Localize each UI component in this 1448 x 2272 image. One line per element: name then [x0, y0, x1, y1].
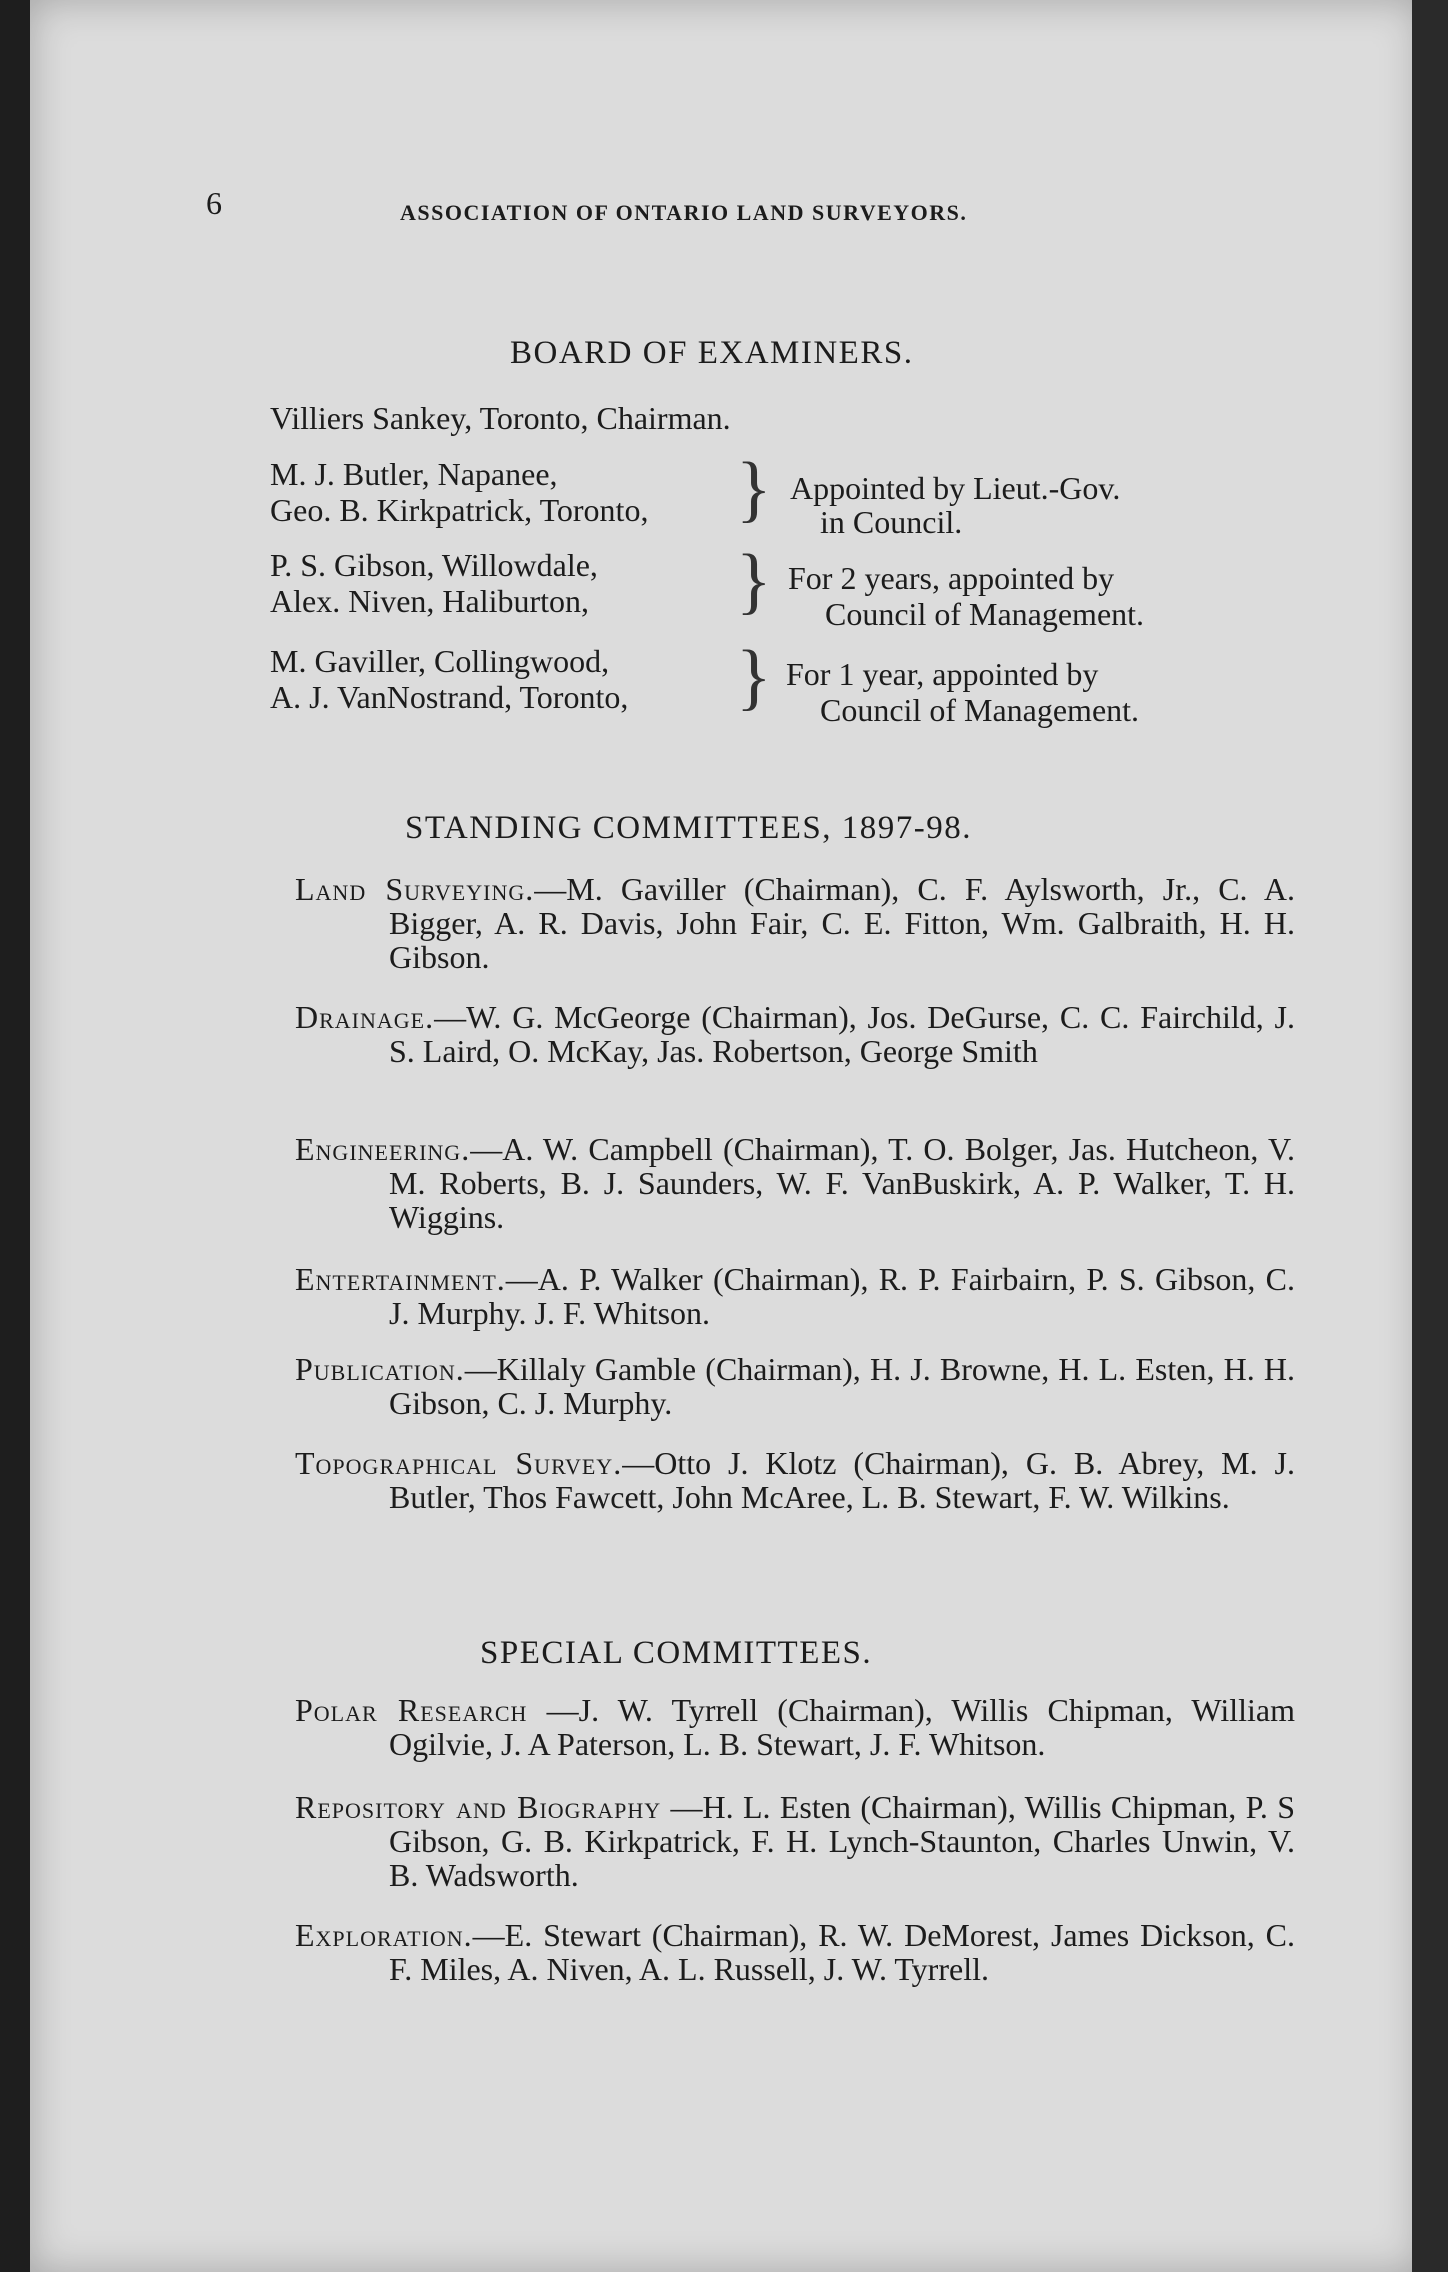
special-entry-repository-and-biography [295, 1790, 1295, 1892]
board-title: BOARD OF EXAMINERS. [510, 335, 914, 371]
entry-text: —E. Stewart (Chairman), R. W. DeMorest, James Dickson, C. F. Miles, A. Niven, A. L. Russell, J. W. Tyrrell. [389, 1917, 1295, 1987]
entry-heading: Engineering. [295, 1131, 471, 1167]
book-spine-shadow [1412, 0, 1448, 2272]
entry-text: —J. W. Tyrrell (Chairman), Willis Chipman, William Ogilvie, J. A Paterson, L. B. Stewart, J. F. Whitson. [389, 1692, 1295, 1762]
brace: } [736, 636, 772, 718]
standing-entry-drainage [295, 1000, 1295, 1068]
board-group-3-member-2: A. J. VanNostrand, Toronto, [270, 679, 629, 715]
board-group-1-member-1: M. J. Butler, Napanee, [270, 456, 558, 492]
board-group-2-member-1: P. S. Gibson, Willowdale, [270, 547, 598, 583]
standing-entry-publication [295, 1352, 1295, 1420]
standing-title: STANDING COMMITTEES, 1897-98. [405, 810, 973, 846]
entry-text: —W. G. McGeorge (Chairman), Jos. DeGurse, C. C. Fairchild, J. S. Laird, O. McKay, Jas. Robertson, George Smith [389, 999, 1295, 1069]
entry-text: —A. P. Walker (Chairman), R. P. Fairbairn, P. S. Gibson, C. J. Murphy. J. F. Whitson. [389, 1261, 1295, 1331]
entry-text: —Otto J. Klotz (Chairman), G. B. Abrey, M. J. Butler, Thos Fawcett, John McAree, L. B. Stewart, F. W. Wilkins. [389, 1445, 1295, 1515]
standing-entry-engineering [295, 1132, 1295, 1234]
entry-heading: Polar Research [295, 1692, 528, 1728]
standing-entry-topographical-survey [295, 1446, 1295, 1514]
brace: } [736, 540, 772, 622]
board-chairman: Villiers Sankey, Toronto, Chairman. [270, 400, 731, 436]
board-group-3-note-1: For 1 year, appointed by [786, 656, 1099, 692]
entry-text: —H. L. Esten (Chairman), Willis Chipman, P. S Gibson, G. B. Kirkpatrick, F. H. Lynch-Staunton, Charles Unwin, V. B. Wadsworth. [389, 1789, 1295, 1893]
entry-heading: Repository and Biography [295, 1789, 662, 1825]
entry-text: —Killaly Gamble (Chairman), H. J. Browne, H. L. Esten, H. H. Gibson, C. J. Murphy. [389, 1351, 1295, 1421]
book-page [30, 0, 1420, 2272]
entry-heading: Topographical Survey. [295, 1445, 623, 1481]
special-entry-polar-research [295, 1693, 1295, 1761]
running-head: ASSOCIATION OF ONTARIO LAND SURVEYORS. [400, 200, 968, 225]
standing-entry-land-surveying [295, 872, 1295, 974]
special-title: SPECIAL COMMITTEES. [480, 1635, 873, 1671]
entry-heading: Land Surveying. [295, 871, 535, 907]
board-group-1-member-2: Geo. B. Kirkpatrick, Toronto, [270, 492, 649, 528]
brace: } [736, 448, 772, 530]
entry-heading: Entertainment. [295, 1261, 506, 1297]
board-group-2-note-1: For 2 years, appointed by [788, 560, 1115, 596]
board-group-1-note-1: Appointed by Lieut.-Gov. [790, 470, 1121, 506]
board-group-3-member-1: M. Gaviller, Collingwood, [270, 643, 610, 679]
page-number: 6 [206, 185, 222, 221]
entry-text: —M. Gaviller (Chairman), C. F. Aylsworth, Jr., C. A. Bigger, A. R. Davis, John Fair, C. E. Fitton, Wm. Galbraith, H. H. Gibson. [389, 871, 1296, 975]
board-group-2-member-2: Alex. Niven, Haliburton, [270, 583, 590, 619]
special-entry-exploration [295, 1918, 1295, 1986]
entry-text: —A. W. Campbell (Chairman), T. O. Bolger, Jas. Hutcheon, V. M. Roberts, B. J. Saunders, W. F. VanBuskirk, A. P. Walker, T. H. Wiggins. [389, 1131, 1295, 1235]
entry-heading: Exploration. [295, 1917, 473, 1953]
entry-heading: Publication. [295, 1351, 465, 1387]
standing-entry-entertainment [295, 1262, 1295, 1330]
board-group-2-note-2: Council of Management. [825, 596, 1145, 632]
board-group-1-note-2: in Council. [820, 504, 963, 540]
entry-heading: Drainage. [295, 999, 435, 1035]
board-group-3-note-2: Council of Management. [820, 692, 1140, 728]
